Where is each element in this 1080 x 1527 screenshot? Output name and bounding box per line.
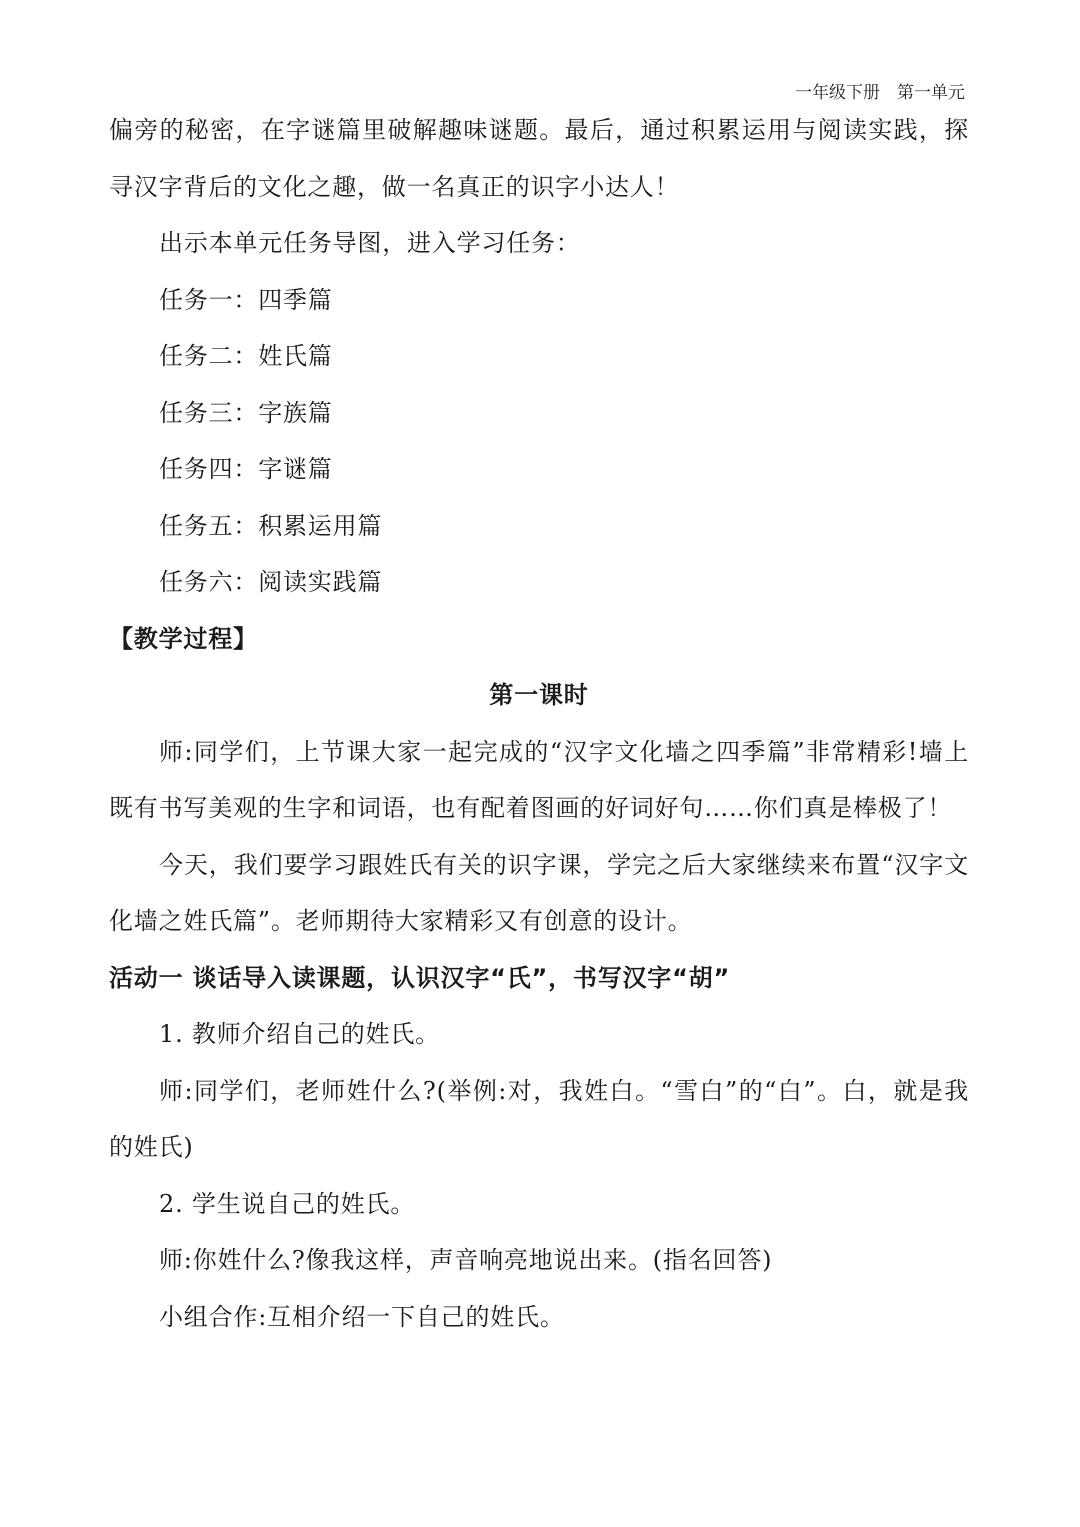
teacher-paragraph: 师:同学们，上节课大家一起完成的“汉字文化墙之四季篇”非常精彩!墙上既有书写美观的生字和词语，也有配着图画的好词好句……你们真是棒极了！ [109, 737, 969, 822]
task-item: 任务三：字族篇 [159, 398, 333, 427]
step-heading: 2. 学生说自己的姓氏。 [159, 1189, 416, 1218]
intro-paragraph: 偏旁的秘密，在字谜篇里破解趣味谜题。最后，通过积累运用与阅读实践，探寻汉字背后的文化之趣，做一名真正的识字小达人！ [109, 116, 969, 201]
page-header: 一年级下册 第一单元 [795, 83, 965, 103]
lesson-title: 第一课时 [489, 681, 589, 709]
task-item: 任务六：阅读实践篇 [159, 568, 383, 596]
task-item: 任务一：四季篇 [159, 285, 333, 314]
section-title: 【教学过程】 [109, 624, 258, 653]
step-text: 师:同学们，老师姓什么?(举例:对，我姓白。“雪白”的“白”。白，就是我的姓氏) [109, 1076, 969, 1161]
document-body [109, 102, 969, 1345]
task-item: 任务五：积累运用篇 [159, 511, 383, 540]
task-item: 任务二：姓氏篇 [159, 342, 333, 370]
activity-title: 活动一 谈话导入读课题，认识汉字“氏”，书写汉字“胡” [109, 963, 731, 992]
today-paragraph: 今天，我们要学习跟姓氏有关的识字课，学完之后大家继续来布置“汉字文化墙之姓氏篇”。老师期待大家精彩又有创意的设计。 [109, 850, 969, 935]
task-item: 任务四：字谜篇 [159, 455, 333, 483]
step-text: 师:你姓什么?像我这样，声音响亮地说出来。(指名回答) [159, 1246, 773, 1274]
task-lead: 出示本单元任务导图，进入学习任务： [159, 229, 581, 257]
group-text: 小组合作:互相介绍一下自己的姓氏。 [159, 1302, 565, 1331]
step-heading: 1. 教师介绍自己的姓氏。 [159, 1020, 440, 1048]
